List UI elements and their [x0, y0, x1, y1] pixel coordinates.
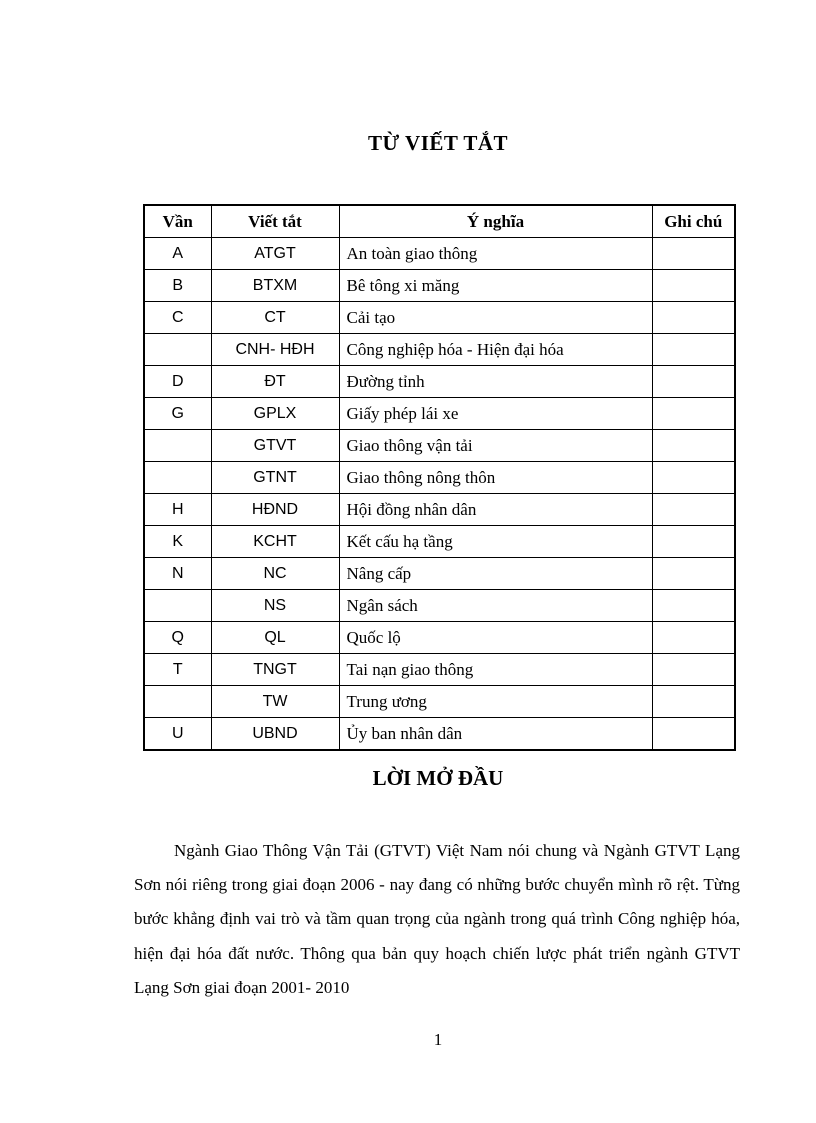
- cell-note: [652, 366, 735, 398]
- cell-letter: A: [144, 238, 211, 270]
- cell-meaning: Trung ương: [339, 686, 652, 718]
- table-row: [144, 558, 735, 590]
- cell-letter: [144, 686, 211, 718]
- table-row: [144, 270, 735, 302]
- cell-note: [652, 622, 735, 654]
- table-row: [144, 686, 735, 718]
- cell-note: [652, 718, 735, 751]
- cell-abbreviation: NS: [211, 590, 339, 622]
- cell-abbreviation: BTXM: [211, 270, 339, 302]
- cell-note: [652, 686, 735, 718]
- cell-abbreviation: QL: [211, 622, 339, 654]
- cell-meaning: Bê tông xi măng: [339, 270, 652, 302]
- cell-abbreviation: ĐT: [211, 366, 339, 398]
- cell-abbreviation: ATGT: [211, 238, 339, 270]
- cell-note: [652, 526, 735, 558]
- cell-letter: U: [144, 718, 211, 751]
- table-row: [144, 590, 735, 622]
- cell-letter: B: [144, 270, 211, 302]
- table-body: [144, 238, 735, 751]
- cell-note: [652, 270, 735, 302]
- table-row: [144, 302, 735, 334]
- cell-abbreviation: GPLX: [211, 398, 339, 430]
- cell-letter: [144, 334, 211, 366]
- column-header-abbreviation: Viết tắt: [211, 205, 339, 238]
- table-row: [144, 494, 735, 526]
- cell-note: [652, 462, 735, 494]
- cell-meaning: Kết cấu hạ tầng: [339, 526, 652, 558]
- cell-note: [652, 590, 735, 622]
- abbreviation-table: [143, 204, 736, 751]
- table-row: [144, 398, 735, 430]
- cell-abbreviation: TNGT: [211, 654, 339, 686]
- cell-meaning: Hội đồng nhân dân: [339, 494, 652, 526]
- cell-note: [652, 654, 735, 686]
- cell-meaning: Tai nạn giao thông: [339, 654, 652, 686]
- cell-letter: T: [144, 654, 211, 686]
- page-title: TỪ VIẾT TẮT: [367, 131, 509, 155]
- intro-paragraph: Ngành Giao Thông Vận Tải (GTVT) Việt Nam nói chung và Ngành GTVT Lạng Sơn nói riêng trong giai đoạn 2006 - nay đang có những bước chuyển mình rõ rệt. Từng bước khẳng định vai trò và tầm quan trọng của ngành trong quá trình Công nghiệp hóa, hiện đại hóa đất nước. Thông qua bản quy hoạch chiến lược phát triển ngành GTVT Lạng Sơn giai đoạn 2001- 2010: [134, 841, 740, 997]
- cell-letter: [144, 430, 211, 462]
- cell-meaning: Giấy phép lái xe: [339, 398, 652, 430]
- cell-note: [652, 334, 735, 366]
- cell-note: [652, 398, 735, 430]
- cell-letter: D: [144, 366, 211, 398]
- column-header-letter: Vần: [144, 205, 211, 238]
- cell-letter: K: [144, 526, 211, 558]
- table-row: [144, 718, 735, 751]
- page-number: 1: [433, 1030, 443, 1049]
- cell-abbreviation: GTVT: [211, 430, 339, 462]
- cell-note: [652, 238, 735, 270]
- cell-meaning: Quốc lộ: [339, 622, 652, 654]
- cell-letter: [144, 590, 211, 622]
- cell-meaning: Giao thông nông thôn: [339, 462, 652, 494]
- cell-meaning: Giao thông vận tải: [339, 430, 652, 462]
- cell-letter: [144, 462, 211, 494]
- table-row: [144, 238, 735, 270]
- cell-abbreviation: GTNT: [211, 462, 339, 494]
- cell-meaning: Ủy ban nhân dân: [339, 718, 652, 751]
- cell-abbreviation: NC: [211, 558, 339, 590]
- table-row: [144, 526, 735, 558]
- intro-heading: LỜI MỞ ĐẦU: [372, 766, 504, 790]
- cell-abbreviation: CT: [211, 302, 339, 334]
- table-row: [144, 430, 735, 462]
- column-header-meaning: Ý nghĩa: [339, 205, 652, 238]
- cell-meaning: Cải tạo: [339, 302, 652, 334]
- cell-meaning: Nâng cấp: [339, 558, 652, 590]
- table-header-row: [144, 205, 735, 238]
- cell-letter: C: [144, 302, 211, 334]
- intro-body: [134, 834, 740, 1005]
- cell-note: [652, 302, 735, 334]
- cell-abbreviation: UBND: [211, 718, 339, 751]
- cell-abbreviation: TW: [211, 686, 339, 718]
- cell-meaning: Ngân sách: [339, 590, 652, 622]
- cell-meaning: Công nghiệp hóa - Hiện đại hóa: [339, 334, 652, 366]
- cell-note: [652, 494, 735, 526]
- cell-meaning: Đường tỉnh: [339, 366, 652, 398]
- cell-letter: N: [144, 558, 211, 590]
- table-row: [144, 462, 735, 494]
- column-header-note: Ghi chú: [652, 205, 735, 238]
- table-row: [144, 654, 735, 686]
- cell-letter: H: [144, 494, 211, 526]
- cell-letter: Q: [144, 622, 211, 654]
- table-row: [144, 622, 735, 654]
- table-row: [144, 366, 735, 398]
- cell-note: [652, 558, 735, 590]
- table-row: [144, 334, 735, 366]
- cell-meaning: An toàn giao thông: [339, 238, 652, 270]
- cell-abbreviation: CNH- HĐH: [211, 334, 339, 366]
- cell-abbreviation: HĐND: [211, 494, 339, 526]
- cell-note: [652, 430, 735, 462]
- cell-letter: G: [144, 398, 211, 430]
- cell-abbreviation: KCHT: [211, 526, 339, 558]
